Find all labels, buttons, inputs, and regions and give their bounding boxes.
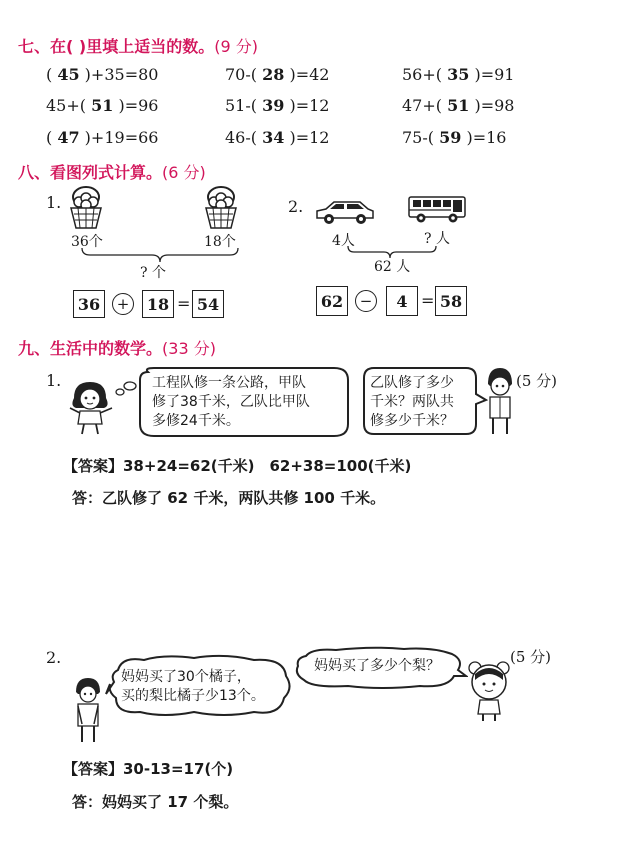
bubble-1-line: 多修24千米。: [152, 413, 240, 429]
equation-suffix: )=96: [113, 96, 159, 115]
equation-prefix: 70-(: [225, 65, 263, 84]
girl-character-icon: [66, 378, 118, 438]
boy-with-backpack-icon: [72, 676, 104, 746]
equation-answer: 51: [447, 96, 470, 115]
equation-suffix: )=12: [284, 96, 330, 115]
equation: [225, 96, 329, 115]
section8-p1-total-label: ? 个: [140, 265, 166, 281]
bubble-1-line: 修了38千米，乙队比甲队: [152, 394, 310, 410]
equation-suffix: )=12: [284, 128, 330, 147]
equation: [46, 128, 158, 147]
section9-p1-number: 1.: [46, 371, 62, 390]
bubble-2-line: 千米？两队共: [370, 394, 454, 410]
equation-prefix: 45+(: [46, 96, 92, 115]
section8-p1-result: 54: [192, 290, 224, 318]
section8-points: (6 分): [162, 163, 206, 182]
bus-icon: [407, 193, 467, 225]
section7-heading: [18, 34, 258, 57]
speech-bubble-1-text: [152, 374, 310, 431]
section8-p1-operand-b: 18: [142, 290, 174, 318]
section8-p2-operand-b: 4: [386, 286, 418, 316]
fruit-basket-right-icon: [201, 186, 241, 234]
equation-answer: 39: [262, 96, 285, 115]
section9-p2-answer: 【答案】30-13=17(个): [63, 760, 234, 778]
section8-p2-operand-a: 62: [316, 286, 348, 316]
equation-prefix: 51-(: [225, 96, 263, 115]
section9-p2-number: 2.: [46, 648, 62, 667]
equation: [402, 96, 514, 115]
speech-cloud-2-text: [314, 657, 440, 676]
bubble-1-line: 工程队修一条公路，甲队: [152, 375, 306, 391]
section8-p2-left-label: 4人: [332, 233, 355, 249]
equation: [225, 65, 329, 84]
section9-p1-reply: 答：乙队修了 62 千米，两队共修 100 千米。: [72, 489, 386, 507]
section8-p2-equals: =: [421, 291, 435, 310]
section8-p2-right-label: ? 人: [424, 231, 450, 247]
bear-hat-girl-icon: [466, 660, 512, 722]
section9-heading: [18, 336, 216, 359]
bubble-2-line: 修多少千米？: [370, 413, 454, 429]
section8-p1-operator: +: [112, 293, 134, 315]
equation-answer: 45: [57, 65, 80, 84]
equation-answer: 34: [262, 128, 285, 147]
section8-title: 八、看图列式计算。: [18, 163, 163, 182]
equation-answer: 35: [447, 65, 470, 84]
section8-heading: [18, 160, 206, 183]
cloud-2-line: 妈妈买了多少个梨？: [314, 658, 440, 674]
section8-p2-total-label: 62 人: [374, 259, 411, 275]
equation-prefix: 56+(: [402, 65, 448, 84]
equation-suffix: )+19=66: [79, 128, 159, 147]
fruit-basket-left-icon: [66, 186, 106, 234]
equation-suffix: )=98: [469, 96, 515, 115]
section9-p1-answer: 【答案】38+24=62(千米) 62+38=100(千米): [63, 457, 412, 475]
equation-suffix: )+35=80: [79, 65, 159, 84]
cloud-1-line: 买的梨比橘子少13个。: [121, 688, 265, 704]
equation-answer: 51: [91, 96, 114, 115]
section8-p2-result: 58: [435, 286, 467, 316]
section7-title: 七、在( )里填上适当的数。: [18, 37, 215, 56]
suv-car-icon: [314, 198, 376, 226]
equation: [402, 128, 506, 147]
boy-character-icon: [482, 366, 518, 438]
speech-cloud-1-text: [121, 668, 265, 706]
equation: [46, 65, 158, 84]
equation-answer: 59: [439, 128, 462, 147]
equation-answer: 28: [262, 65, 285, 84]
section8-p1-equals: =: [177, 294, 191, 313]
equation: [225, 128, 329, 147]
section8-p2-operator: −: [355, 290, 377, 312]
section8-p1-left-label: 36个: [71, 234, 103, 250]
equation: [46, 96, 158, 115]
equation-prefix: 75-(: [402, 128, 440, 147]
section9-title: 九、生活中的数学。: [18, 339, 163, 358]
equation-prefix: 47+(: [402, 96, 448, 115]
section7-points: (9 分): [214, 37, 258, 56]
cloud-1-line: 妈妈买了30个橘子，: [121, 669, 251, 685]
equation-suffix: )=42: [284, 65, 330, 84]
section9-p2-points: (5 分): [510, 648, 552, 666]
speech-bubble-2-text: [370, 374, 454, 431]
equation-prefix: (: [46, 128, 58, 147]
equation-prefix: 46-(: [225, 128, 263, 147]
bubble-2-line: 乙队修了多少: [370, 375, 454, 391]
equation-answer: 47: [57, 128, 80, 147]
section9-p1-points: (5 分): [516, 372, 558, 390]
equation: [402, 65, 514, 84]
section8-p1-number: 1.: [46, 193, 62, 212]
equation-suffix: )=91: [469, 65, 515, 84]
section8-p1-operand-a: 36: [73, 290, 105, 318]
equation-suffix: )=16: [461, 128, 507, 147]
equation-prefix: (: [46, 65, 58, 84]
section8-p1-right-label: 18个: [204, 234, 236, 250]
section9-p2-reply: 答：妈妈买了 17 个梨。: [72, 793, 239, 811]
section8-p2-number: 2.: [288, 197, 304, 216]
section9-points: (33 分): [162, 339, 216, 358]
